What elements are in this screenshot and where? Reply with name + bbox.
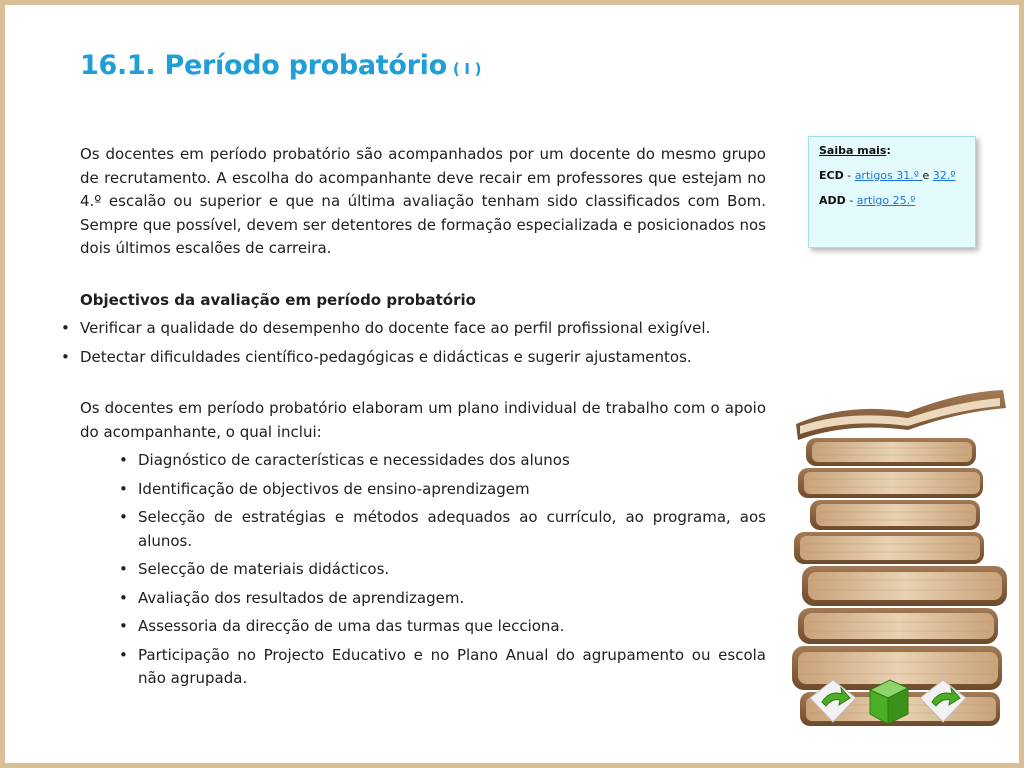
list-item: • Selecção de materiais didácticos. <box>138 558 766 582</box>
saiba-mais-colon: : <box>886 144 891 157</box>
objectives-list <box>80 317 766 369</box>
list-item: • Selecção de estratégias e métodos adequados ao currículo, ao programa, aos alunos. <box>138 506 766 553</box>
intro-paragraph: Os docentes em período probatório são acompanhados por um docente do mesmo grupo de recrutamento. A escolha do acompanhante deve recair em professores que estejam no 4.º escalão ou superior e que na última avaliação tenham sido classificados com Bom. Sempre que possível, devem ser detentores de formação especializada e posicionados nos dois últimos escalões de carreira. <box>80 145 766 257</box>
dash-separator: - <box>843 169 855 182</box>
plan-intro-paragraph: Os docentes em período probatório elaboram um plano individual de trabalho com o apoio do acompanhante, o qual inclui: <box>80 399 766 441</box>
objectives-heading: Objectivos da avaliação em período probatório <box>80 290 476 309</box>
list-item: • Avaliação dos resultados de aprendizagem. <box>138 587 766 611</box>
list-item: • Verificar a qualidade do desempenho do docente face ao perfil profissional exigível. <box>80 317 766 341</box>
list-item: • Assessoria da direcção de uma das turmas que lecciona. <box>138 615 766 639</box>
ecd-article-32-link[interactable]: 32.º <box>932 169 956 182</box>
plan-items-list <box>138 449 766 691</box>
forward-arrow-icon[interactable] <box>918 676 968 726</box>
home-box-icon[interactable] <box>864 676 914 726</box>
main-content <box>80 143 766 691</box>
ecd-articles-link[interactable]: artigos 31.º <box>854 169 923 182</box>
and-text: e <box>922 169 933 182</box>
list-item: • Identificação de objectivos de ensino-aprendizagem <box>138 478 766 502</box>
saiba-mais-box <box>808 136 976 248</box>
back-arrow-icon[interactable] <box>808 676 858 726</box>
title-text: 16.1. Período probatório <box>80 50 447 81</box>
ecd-label: ECD <box>819 169 844 182</box>
add-article-link[interactable]: artigo 25.º <box>856 194 916 207</box>
list-item: • Detectar dificuldades científico-pedagógicas e didácticas e sugerir ajustamentos. <box>80 346 766 370</box>
list-item: • Participação no Projecto Educativo e no Plano Anual do agrupamento ou escola não agrupada. <box>138 644 766 691</box>
page-title <box>80 50 481 81</box>
list-item: • Diagnóstico de características e necessidades dos alunos <box>138 449 766 473</box>
saiba-mais-heading: Saiba mais <box>819 144 887 157</box>
add-label: ADD <box>819 194 846 207</box>
dash-separator: - <box>845 194 857 207</box>
title-suffix: ( I ) <box>452 60 482 78</box>
